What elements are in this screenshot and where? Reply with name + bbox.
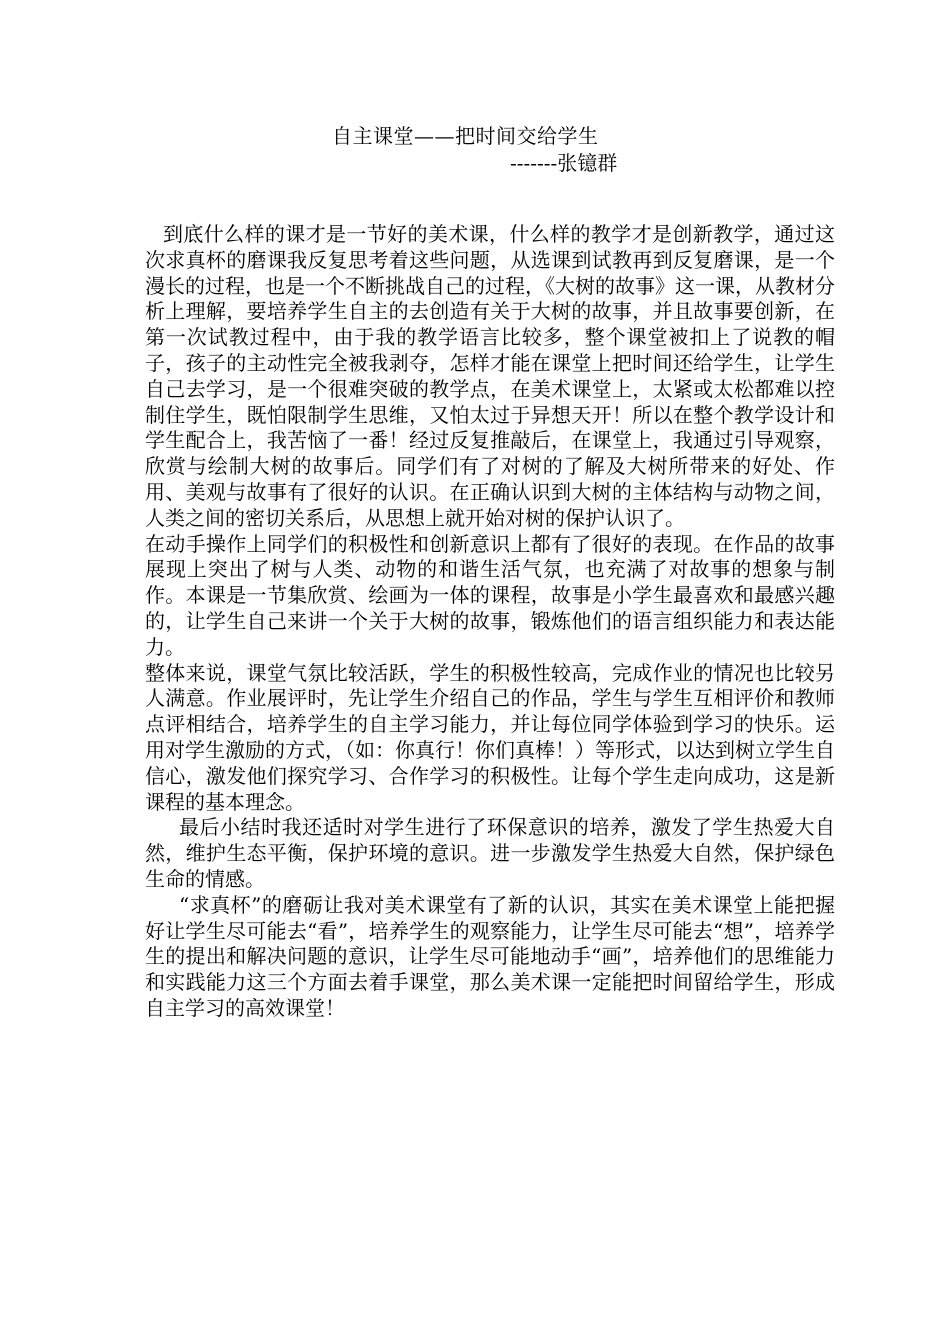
paragraph-3: 整体来说，课堂气氛比较活跃，学生的积极性较高，完成作业的情况也比较另人满意。作业展评时，先让学生介绍自己的作品，学生与学生互相评价和教师点评相结合，培养学生的自主学习能力，并让每位同学体验到学习的快乐。运用对学生激励的方式，（如：你真行！你们真棒！）等形式，以达到树立学生自信心，激发他们探究学习、合作学习的积极性。让每个学生走向成功，这是新课程的基本理念。 bbox=[145, 660, 835, 814]
paragraph-5: “求真杯”的磨砺让我对美术课堂有了新的认识，其实在美术课堂上能把握好让学生尽可能去“看”，培养学生的观察能力，让学生尽可能去“想”，培养学生的提出和解决问题的意识，让学生尽可能地动手“画”，培养他们的思维能力和实践能力这三个方面去着手课堂，那么美术课一定能把时间留给学生，形成自主学习的高效课堂！ bbox=[145, 892, 835, 1020]
paragraph-2: 在动手操作上同学们的积极性和创新意识上都有了很好的表现。在作品的故事展现上突出了树与人类、动物的和谐生活气氛，也充满了对故事的想象与制作。本课是一节集欣赏、绘画为一体的课程，故事是小学生最喜欢和最感兴趣的，让学生自己来讲一个关于大树的故事，锻炼他们的语言组织能力和表达能力。 bbox=[145, 531, 835, 659]
document-title: 自主课堂——把时间交给学生 bbox=[332, 124, 599, 148]
paragraph-4: 最后小结时我还适时对学生进行了环保意识的培养，激发了学生热爱大自然，维护生态平衡，保护环境的意识。进一步激发学生热爱大自然，保护绿色生命的情感。 bbox=[145, 815, 835, 891]
paragraph-1: 到底什么样的课才是一节好的美术课，什么样的教学才是创新教学，通过这次求真杯的磨课我反复思考着这些问题，从选课到试教再到反复磨课，是一个漫长的过程，也是一个不断挑战自己的过程，《大树的故事》这一课，从教材分析上理解，要培养学生自主的去创造有关于大树的故事，并且故事要创新，在第一次试教过程中，由于我的教学语言比较多，整个课堂被扣上了说教的帽子，孩子的主动性完全被我剥夺，怎样才能在课堂上把时间还给学生，让学生自己去学习，是一个很难突破的教学点，在美术课堂上，太紧或太松都难以控制住学生，既怕限制学生思维，又怕太过于异想天开！所以在整个教学设计和学生配合上，我苦恼了一番！经过反复推敲后，在课堂上，我通过引导观察，欣赏与绘制大树的故事后。同学们有了对树的了解及大树所带来的好处、作用、美观与故事有了很好的认识。在正确认识到大树的主体结构与动物之间，人类之间的密切关系后，从思想上就开始对树的保护认识了。 bbox=[145, 222, 835, 530]
document-author: -------张镱群 bbox=[510, 151, 618, 175]
document-body bbox=[145, 222, 835, 1022]
